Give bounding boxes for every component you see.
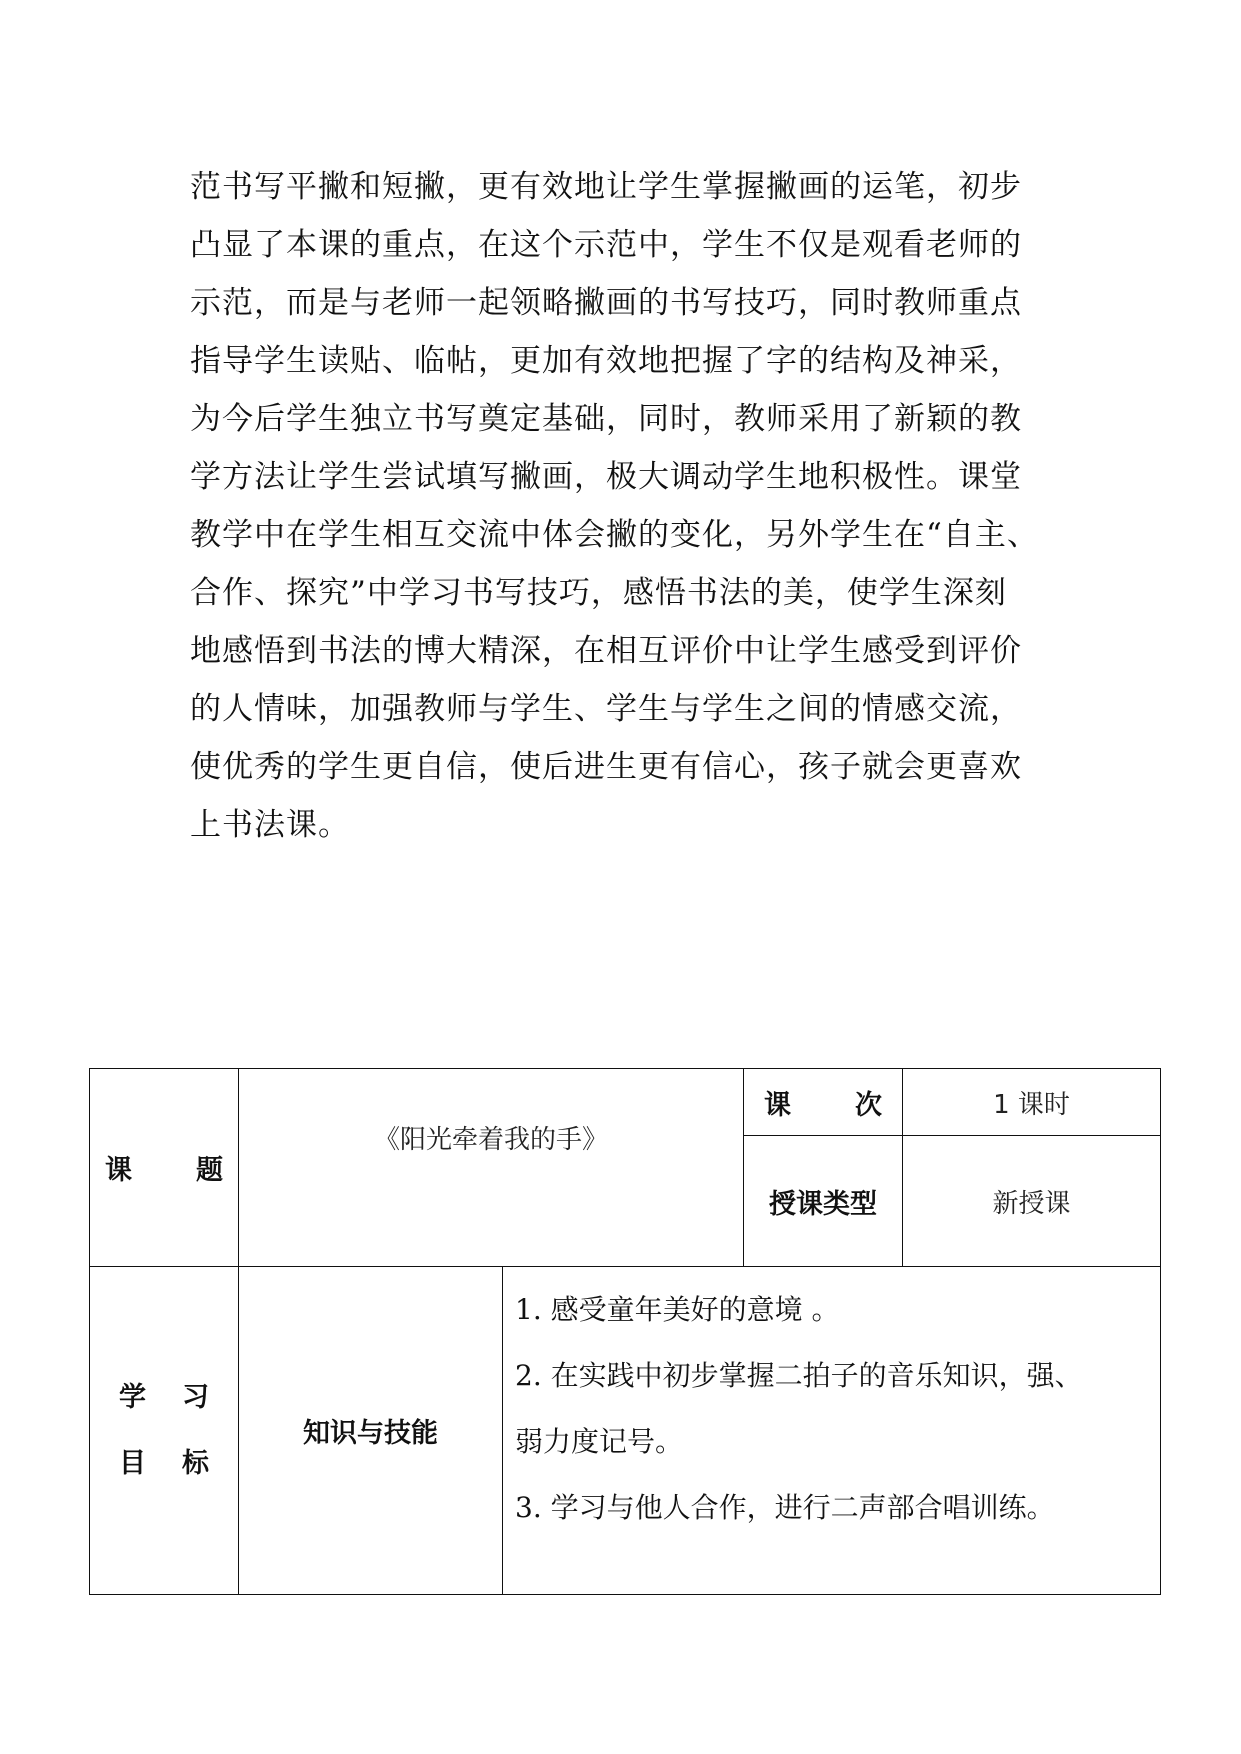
paragraph-line: 范书写平撇和短撇，更有效地让学生掌握撇画的运笔，初步: [190, 169, 1022, 205]
paragraph-line: 使优秀的学生更自信，使后进生更有信心，孩子就会更喜欢: [190, 749, 1022, 785]
paragraph-line: 上书法课。: [190, 807, 350, 843]
session-value-cell: [903, 1069, 1161, 1136]
table-row: [90, 1267, 1161, 1595]
paragraph-line: 地感悟到书法的博大精深，在相互评价中让学生感受到评价: [190, 633, 1022, 669]
paragraph-line: 指导学生读贴、临帖，更加有效地把握了字的结构及神采，: [190, 343, 1022, 379]
objective-line: 3. 学习与他人合作，进行二声部合唱训练。: [515, 1491, 1055, 1524]
topic-label-cell: [90, 1069, 239, 1267]
type-label-cell: [744, 1136, 903, 1267]
session-value: 1 课时: [993, 1089, 1070, 1120]
goals-label-line1: 学 习: [119, 1381, 209, 1413]
type-value-cell: [903, 1136, 1161, 1267]
objectives-cell: [503, 1267, 1161, 1595]
knowledge-label: 知识与技能: [303, 1418, 438, 1449]
knowledge-label-cell: [239, 1267, 503, 1595]
goals-label-line2: 目 标: [119, 1447, 209, 1479]
paragraph-line: 为今后学生独立书写奠定基础，同时，教师采用了新颖的教: [190, 401, 1022, 437]
paragraph-line: 合作、探究”中学习书写技巧，感悟书法的美，使学生深刻: [190, 575, 1007, 611]
type-label: 授课类型: [769, 1188, 878, 1220]
paragraph-line: 教学中在学生相互交流中体会撇的变化，另外学生在“自主、: [190, 517, 1039, 553]
session-label: 课 次: [764, 1089, 883, 1121]
table-row: [90, 1069, 1161, 1136]
session-label-cell: [744, 1069, 903, 1136]
paragraph-line: 凸显了本课的重点，在这个示范中，学生不仅是观看老师的: [190, 227, 1022, 263]
paragraph-line: 学方法让学生尝试填写撇画，极大调动学生地积极性。课堂: [190, 459, 1022, 495]
topic-value: 《阳光牵着我的手》: [374, 1125, 609, 1155]
topic-value-cell: [239, 1069, 744, 1267]
paragraph-line: 示范，而是与老师一起领略撇画的书写技巧，同时教师重点: [190, 285, 1022, 321]
lesson-plan-table: [89, 1068, 1161, 1595]
objective-line: 2. 在实践中初步掌握二拍子的音乐知识，强、: [515, 1359, 1083, 1392]
body-paragraph: [190, 158, 1070, 854]
topic-label: 课 题: [105, 1155, 223, 1186]
goals-label: [90, 1365, 238, 1497]
objective-line: 弱力度记号。: [515, 1425, 684, 1458]
objective-line: 1. 感受童年美好的意境 。: [515, 1293, 840, 1326]
goals-label-cell: [90, 1267, 239, 1595]
type-value: 新授课: [992, 1188, 1071, 1219]
paragraph-line: 的人情味，加强教师与学生、学生与学生之间的情感交流，: [190, 691, 1022, 727]
